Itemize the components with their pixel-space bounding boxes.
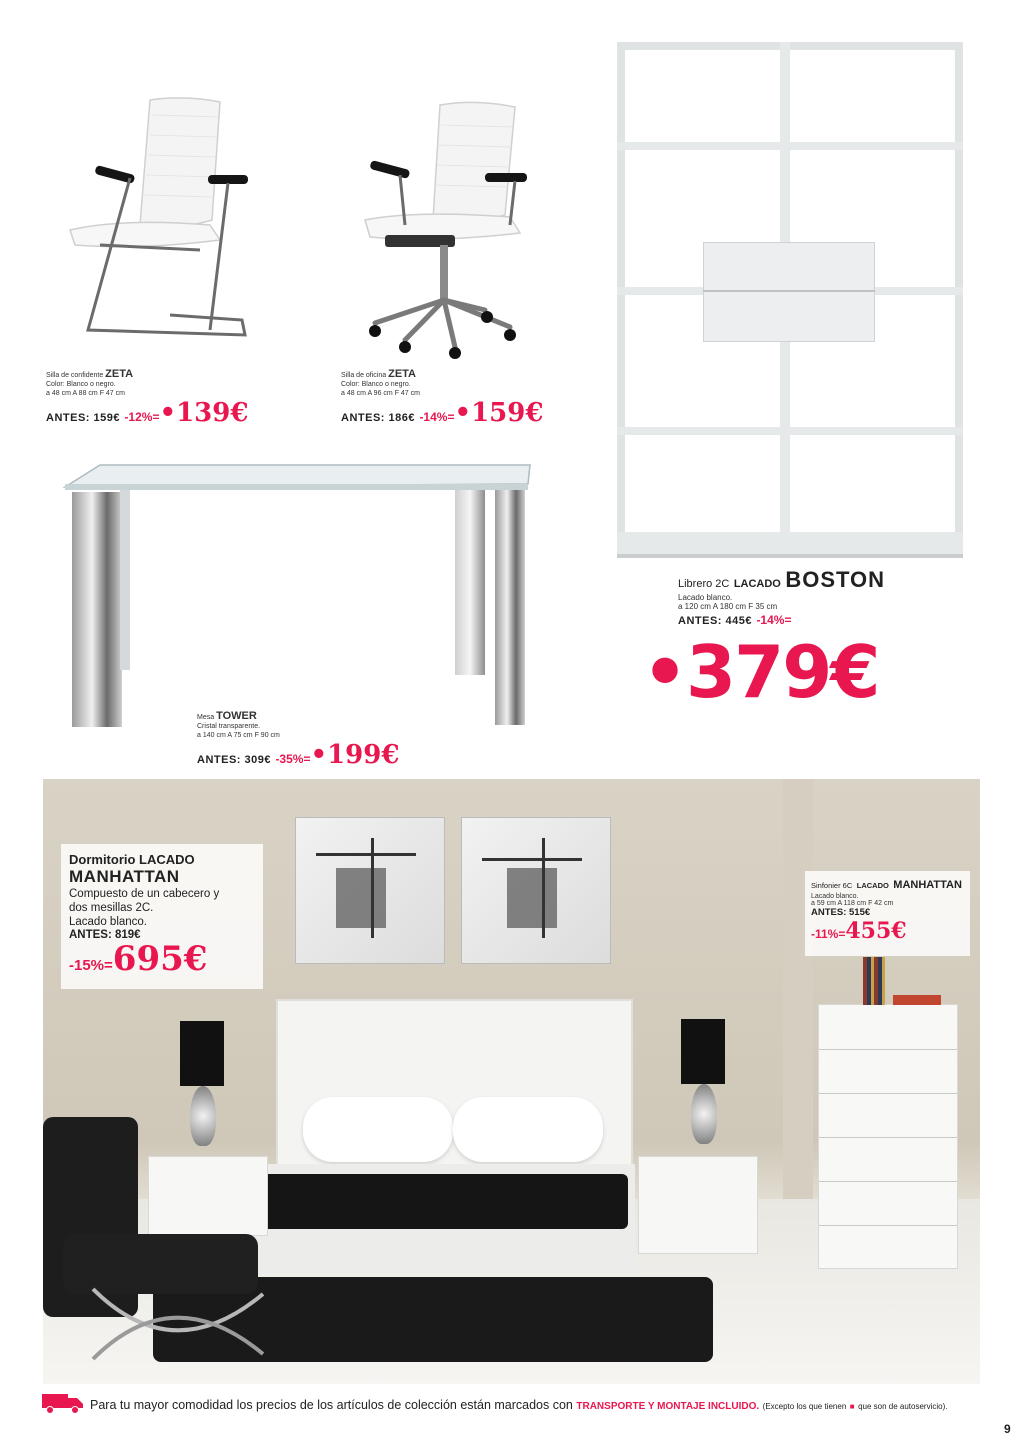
footer-highlight: TRANSPORTE Y MONTAJE INCLUIDO.: [576, 1401, 760, 1412]
bookshelf-name: BOSTON: [785, 567, 886, 592]
table-desc: Cristal transparente.: [197, 723, 261, 730]
bedroom-discount: -15%=: [69, 957, 113, 974]
truck-icon: [42, 1392, 84, 1414]
office-chair-image: [345, 95, 545, 360]
guest-chair-image: [60, 90, 260, 350]
table-caption: [197, 712, 399, 770]
guest-chair-dims: a 48 cm A 88 cm F 47 cm: [46, 390, 125, 397]
bookshelf-image: [617, 42, 963, 558]
office-chair-dims: a 48 cm A 96 cm F 47 cm: [341, 390, 420, 397]
chiffonier-dims: a 59 cm A 118 cm F 42 cm: [811, 900, 894, 907]
chiffonier-desc: Lacado blanco.: [811, 893, 859, 900]
table-dims: a 140 cm A 75 cm F 90 cm: [197, 732, 280, 739]
lounge-chair-legs: [83, 1284, 273, 1364]
footer-note-end: que son de autoservicio).: [858, 1402, 948, 1411]
bedroom-desc-1: Compuesto de un cabecero y: [69, 888, 220, 900]
table-name: TOWER: [216, 710, 257, 722]
footer-text: Para tu mayor comodidad los precios de los artículos de colección están marcados con: [90, 1398, 573, 1412]
lamp-right: [681, 1019, 725, 1084]
bedroom-desc-2: dos mesillas 2C.: [69, 902, 154, 914]
chiffonier-discount: -11%=: [811, 927, 846, 941]
guest-chair-discount: -12%=: [124, 410, 160, 424]
table-price-row: [197, 740, 399, 770]
office-chair-price: •159€: [454, 398, 544, 428]
chiffonier-name: MANHATTAN: [893, 879, 962, 891]
bookshelf-antes: ANTES: 445€: [678, 615, 752, 627]
footer-note: [90, 1398, 947, 1412]
bookshelf-type: Librero 2C: [678, 578, 730, 590]
chiffonier-info-box: [805, 871, 970, 956]
office-chair-color: Color: Blanco o negro.: [341, 381, 411, 388]
table-type: Mesa: [197, 714, 215, 721]
chiffonier-antes: ANTES: 515€: [811, 907, 871, 918]
guest-chair-price-row: [46, 398, 248, 428]
bedroom-price: 695€: [112, 939, 208, 979]
chiffonier-type: Sinfonier 6C: [811, 881, 853, 890]
office-chair-name: ZETA: [388, 368, 416, 380]
bedroom-title: Dormitorio LACADO: [69, 852, 195, 867]
chiffonier-finish: LACADO: [856, 881, 889, 890]
bookshelf-price-row: [678, 611, 885, 629]
office-chair-price-row: [341, 398, 543, 428]
glass-table-image: [60, 462, 535, 732]
bedroom-desc-3: Lacado blanco.: [69, 916, 148, 928]
bookshelf-caption: [678, 567, 885, 629]
bedroom-antes: ANTES: 819€: [69, 929, 141, 941]
office-chair-antes: ANTES: 186€: [341, 412, 415, 424]
office-chair-type: Silla de oficina: [341, 372, 387, 379]
guest-chair-caption: [46, 370, 248, 428]
red-dot-icon: ■: [849, 1402, 855, 1411]
painting-left: [295, 817, 445, 964]
guest-chair-price: •139€: [159, 398, 249, 428]
table-antes: ANTES: 309€: [197, 754, 271, 766]
table-price: •199€: [310, 740, 400, 770]
guest-chair-color: Color: Blanco o negro.: [46, 381, 116, 388]
office-chair-discount: -14%=: [419, 410, 455, 424]
bedroom-photo: [43, 779, 980, 1384]
bookshelf-desc: Lacado blanco.: [678, 593, 733, 602]
table-discount: -35%=: [275, 752, 311, 766]
bookshelf-price: •379€: [642, 630, 879, 714]
guest-chair-type: Silla de confidente: [46, 372, 104, 379]
bookshelf-discount: -14%=: [756, 613, 792, 627]
bookshelf-finish: LACADO: [733, 578, 781, 590]
bedroom-name: MANHATTAN: [69, 867, 180, 886]
office-chair-caption: [341, 370, 543, 428]
chiffonier: [818, 1004, 958, 1269]
page-number: 9: [1004, 1422, 1011, 1436]
guest-chair-name: ZETA: [105, 368, 134, 380]
footer-note-start: (Excepto los que tienen: [762, 1402, 847, 1411]
nightstand-right: [638, 1156, 758, 1254]
lamp-left: [180, 1021, 224, 1086]
nightstand-left: [148, 1156, 268, 1236]
painting-right: [461, 817, 611, 964]
guest-chair-antes: ANTES: 159€: [46, 412, 120, 424]
bedroom-info-box: [61, 844, 263, 989]
bookshelf-dims: a 120 cm A 180 cm F 35 cm: [678, 602, 778, 611]
chiffonier-price: 455€: [845, 918, 907, 944]
